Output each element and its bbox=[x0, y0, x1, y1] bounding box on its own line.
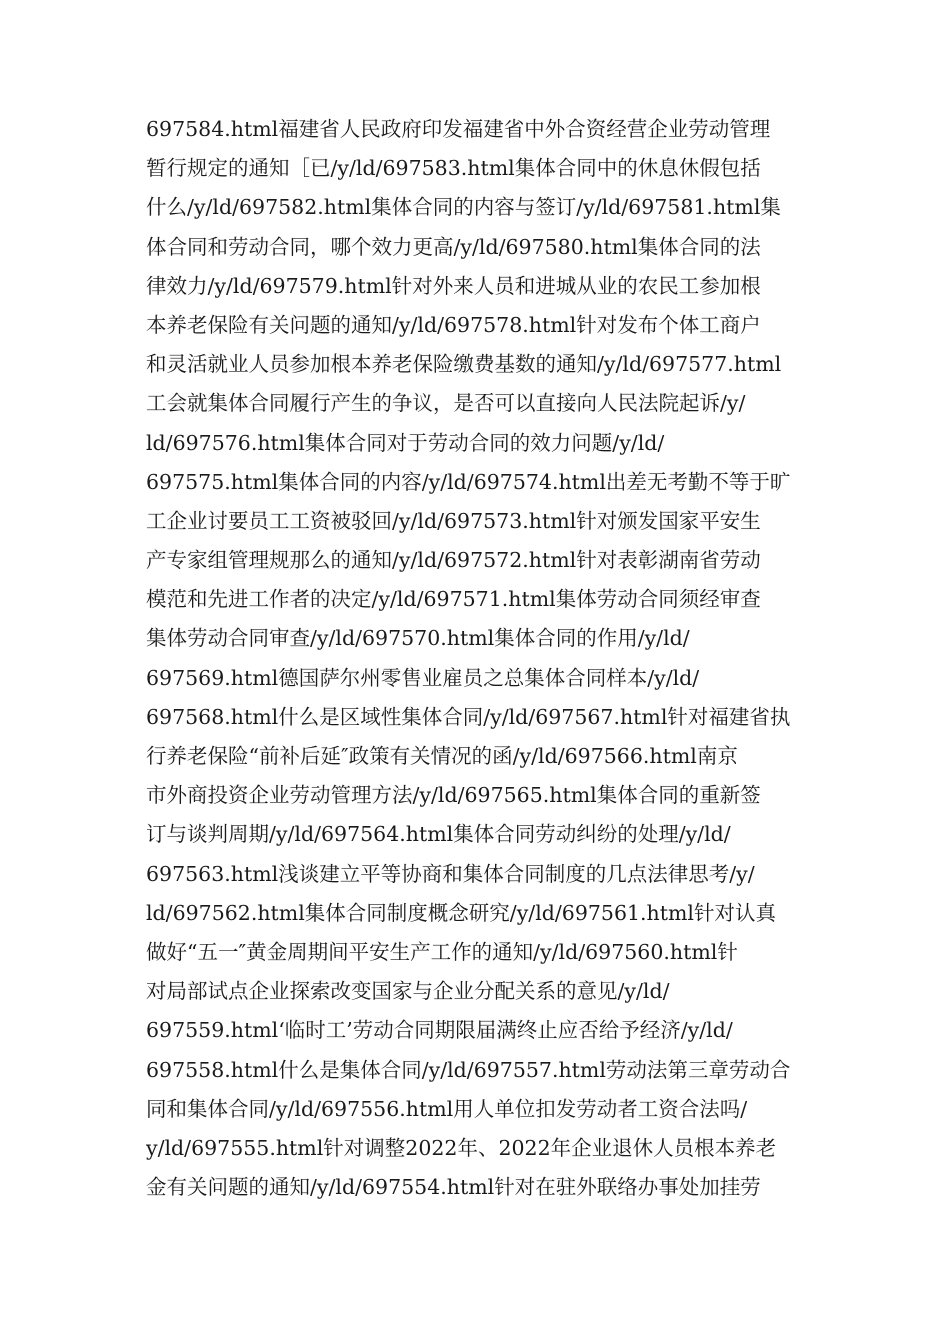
text-line-28: 金有关问题的通知/y/ld/697554.html针对在驻外联络办事处加挂劳 bbox=[146, 1175, 761, 1200]
text-line-22: 做好“五一″黄金周期间平安生产工作的通知/y/ld/697560.html针 bbox=[146, 939, 738, 964]
text-line-6: 本养老保险有关问题的通知/y/ld/697578.html针对发布个体工商户 bbox=[146, 312, 761, 337]
text-line-4: 体合同和劳动合同，哪个效力更高/y/ld/697580.html集体合同的法 bbox=[146, 234, 761, 259]
text-line-15: 697569.html德国萨尔州零售业雇员之总集体合同样本/y/ld/ bbox=[146, 665, 700, 690]
text-line-20: 697563.html浅谈建立平等协商和集体合同制度的几点法律思考/y/ bbox=[146, 861, 755, 886]
text-line-27: y/ld/697555.html针对调整2022年、2022年企业退休人员根本养老 bbox=[146, 1135, 777, 1160]
text-line-19: 订与谈判周期/y/ld/697564.html集体合同劳动纠纷的处理/y/ld/ bbox=[146, 822, 731, 847]
text-line-2: 暂行规定的通知［已/y/ld/697583.html集体合同中的休息休假包括 bbox=[146, 156, 761, 181]
text-line-14: 集体劳动合同审查/y/ld/697570.html集体合同的作用/y/ld/ bbox=[146, 626, 690, 651]
text-line-18: 市外商投资企业劳动管理方法/y/ld/697565.html集体合同的重新签 bbox=[146, 783, 761, 808]
text-line-10: 697575.html集体合同的内容/y/ld/697574.html出差无考勤不等于旷 bbox=[146, 469, 791, 494]
text-line-24: 697559.html‘临时工’劳动合同期限届满终止应否给予经济/y/ld/ bbox=[146, 1018, 733, 1043]
text-line-23: 对局部试点企业探索改变国家与企业分配关系的意见/y/ld/ bbox=[146, 979, 670, 1004]
text-line-1: 697584.html福建省人民政府印发福建省中外合资经营企业劳动管理 bbox=[146, 117, 771, 141]
text-line-5: 律效力/y/ld/697579.html针对外来人员和进城从业的农民工参加根 bbox=[146, 273, 761, 298]
text-line-9: ld/697576.html集体合同对于劳动合同的效力问题/y/ld/ bbox=[146, 430, 665, 455]
text-line-21: ld/697562.html集体合同制度概念研究/y/ld/697561.html针对认真 bbox=[146, 900, 776, 925]
text-line-11: 工企业讨要员工工资被驳回/y/ld/697573.html针对颁发国家平安生 bbox=[146, 508, 761, 533]
text-line-26: 同和集体合同/y/ld/697556.html用人单位扣发劳动者工资合法吗/ bbox=[146, 1096, 748, 1121]
text-line-12: 产专家组管理规那么的通知/y/ld/697572.html针对表彰湖南省劳动 bbox=[146, 548, 761, 573]
text-line-16: 697568.html什么是区域性集体合同/y/ld/697567.html针对福建省执 bbox=[146, 704, 791, 729]
text-line-8: 工会就集体合同履行产生的争议，是否可以直接向人民法院起诉/y/ bbox=[146, 391, 746, 416]
text-line-13: 模范和先进工作者的决定/y/ld/697571.html集体劳动合同须经审查 bbox=[146, 587, 761, 612]
body-text bbox=[146, 110, 816, 1207]
text-line-3: 什么/y/ld/697582.html集体合同的内容与签订/y/ld/697581.html集 bbox=[146, 195, 781, 220]
text-line-25: 697558.html什么是集体合同/y/ld/697557.html劳动法第三章劳动合 bbox=[146, 1057, 791, 1082]
text-line-7: 和灵活就业人员参加根本养老保险缴费基数的通知/y/ld/697577.html bbox=[146, 352, 782, 377]
text-line-17: 行养老保险“前补后延″政策有关情况的函/y/ld/697566.html南京 bbox=[146, 744, 738, 768]
